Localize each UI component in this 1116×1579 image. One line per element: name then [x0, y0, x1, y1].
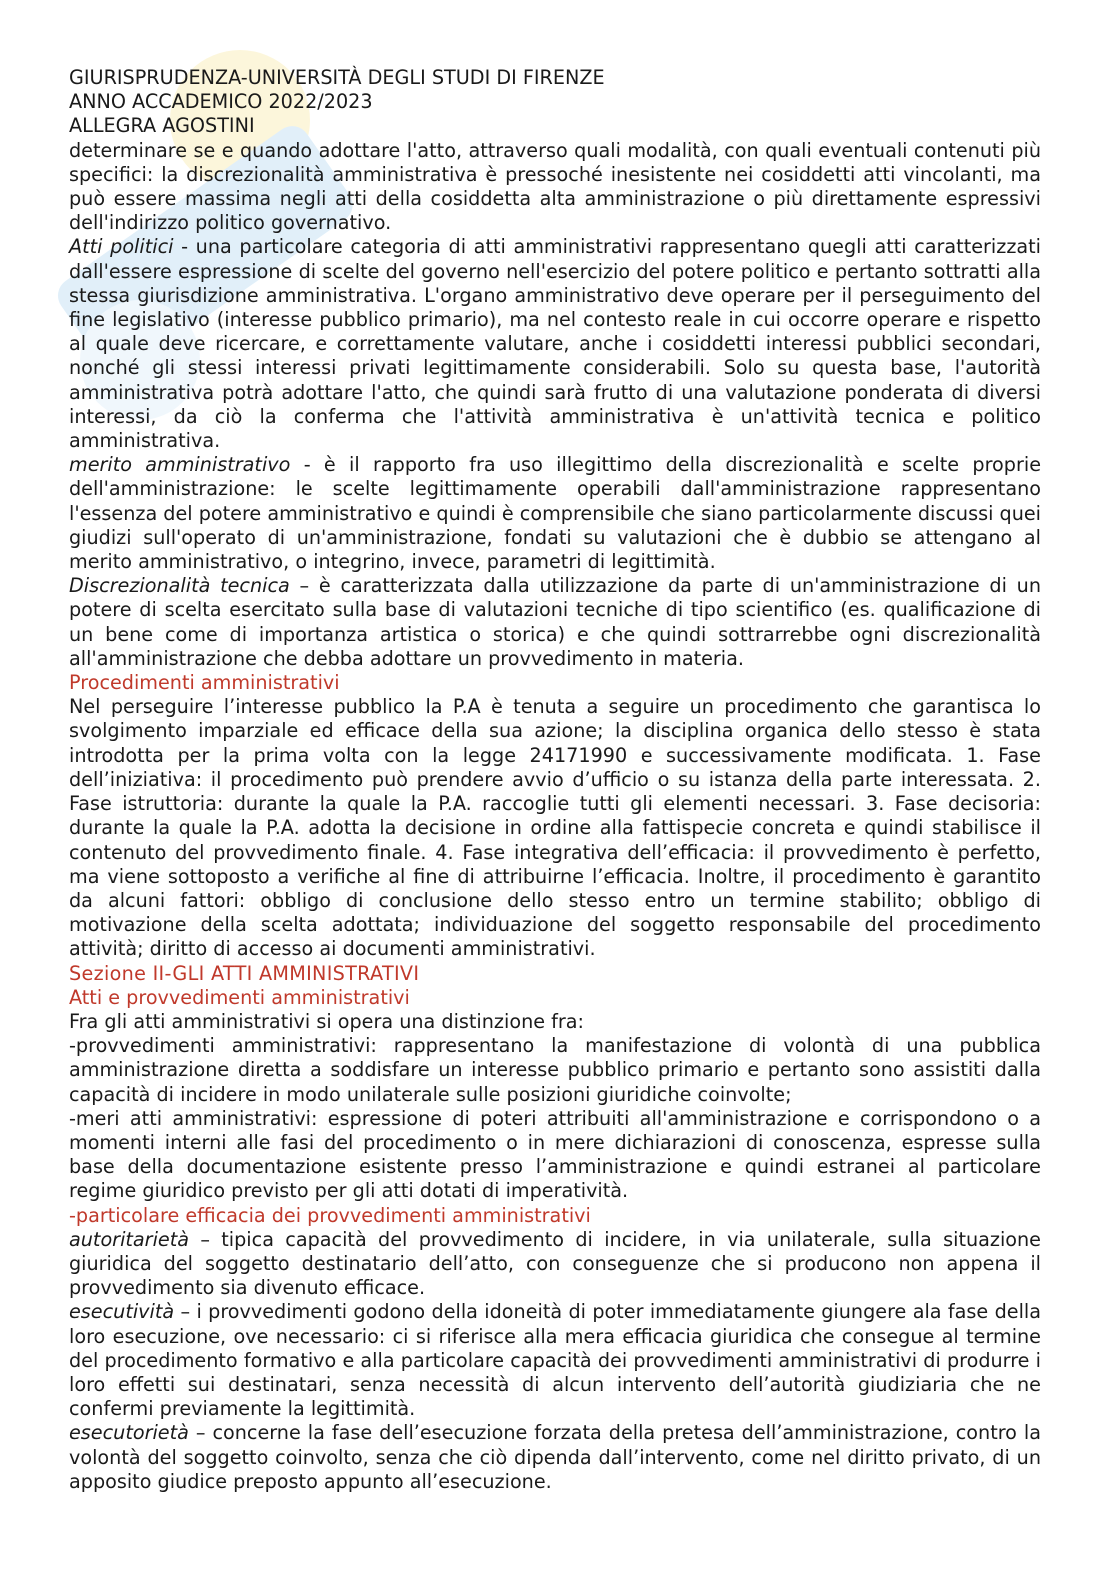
atti-politici-paragraph — [69, 235, 1041, 453]
esecutivita-paragraph — [69, 1300, 1041, 1421]
discrezionalita-paragraph — [69, 574, 1041, 671]
atti-intro: Fra gli atti amministrativi si opera una distinzione fra: — [69, 1009, 584, 1033]
esecutorieta-paragraph — [69, 1421, 1041, 1494]
atti-politici-text: - una particolare categoria di atti amministrativi rappresentano quegli atti caratterizzati dall'essere espressione di scelte del governo nell'esercizio del potere politico e pertanto sottratti alla stessa giurisdizione amministrativa. L'organo amministrativo deve operare per il perseguimento del fine legislativo (interesse pubblico primario), ma nel contesto reale in cui occorre operare e rispetto al quale deve ricercare, e correttamente valutare, anche i cosiddetti interessi pubblici secondari, nonché gli stessi interessi privati legittimamente considerabili. Solo su questa base, l'autorità amministrativa potrà adottare l'atto, che quindi sarà frutto di una valutazione ponderata di diversi interessi, da ciò la conferma che l'attività amministrativa è un'attività tecnica e politico amministrativa. — [69, 235, 1042, 453]
efficacia-heading: -particolare efficacia dei provvedimenti amministrativi — [69, 1203, 591, 1227]
autoritarieta-text: – tipica capacità del provvedimento di incidere, in via unilaterale, sulla situazione giuridica del soggetto destinatario dell’atto, con conseguenze che si producono non appena il provvedimento sia divenuto efficace. — [69, 1227, 1041, 1300]
meri-atti-paragraph: -meri atti amministrativi: espressione di poteri attribuiti all'amministrazione e corrispondono o a momenti interni alle fasi del procedimento o in mere dichiarazioni di conoscenza, espresse sulla base della documentazione esistente presso l’amministrazione e quindi estranei al particolare regime giuridico previsto per gli atti dotati di imperatività. — [69, 1106, 1041, 1203]
autoritarieta-paragraph — [69, 1228, 1041, 1301]
academic-year-line: ANNO ACCADEMICO 2022/2023 — [69, 90, 373, 114]
university-line: GIURISPRUDENZA-UNIVERSITÀ DEGLI STUDI DI FIRENZE — [69, 66, 605, 89]
discrezionalita-term: Discrezionalità tecnica — [69, 574, 290, 598]
esecutorieta-term: esecutorietà — [69, 1421, 189, 1445]
atti-heading: Atti e provvedimenti amministrativi — [69, 985, 410, 1009]
document-page — [69, 66, 1041, 1494]
esecutivita-term: esecutività — [69, 1300, 175, 1324]
atti-politici-term: Atti politici — [69, 235, 174, 259]
esecutorieta-text: – concerne la fase dell’esecuzione forzata della pretesa dell’amministrazione, contro la volontà del soggetto coinvolto, senza che ciò dipenda dall’intervento, come nel diritto privato, di un apposito giudice preposto appunto all’esecuzione. — [69, 1421, 1041, 1493]
provvedimenti-paragraph: -provvedimenti amministrativi: rappresentano la manifestazione di volontà di una pubblica amministrazione diretta a soddisfare un interesse pubblico primario e pertanto sono assistiti dalla capacità di incidere in modo unilaterale sulle posizioni giuridiche coinvolte; — [69, 1034, 1041, 1106]
procedimenti-paragraph: Nel perseguire l’interesse pubblico la P.A è tenuta a seguire un procedimento che garantisca lo svolgimento imparziale ed efficace della sua azione; la disciplina organica dello stesso è stata introdotta per la prima volta con la legge 24171990 e successivamente modificata. 1. Fase dell’iniziativa: il procedimento può prendere avvio d’ufficio o su istanza della parte interessata. 2. Fase istruttoria: durante la quale la P.A. raccoglie tutti gli elementi necessari. 3. Fase decisoria: durante la quale la P.A. adotta la decisione in ordine alla fattispecie concreta e quindi stabilisce il contenuto del provvedimento finale. 4. Fase integrativa dell’efficacia: il provvedimento è perfetto, ma viene sottoposto a verifiche al fine di attribuirne l’efficacia. Inoltre, il procedimento è garantito da alcuni fattori: obbligo di conclusione dello stesso entro un termine stabilito; obbligo di motivazione della scelta adottata; individuazione del soggetto responsabile del procedimento attività; diritto di accesso ai documenti amministrativi. — [69, 695, 1041, 961]
procedimenti-heading: Procedimenti amministrativi — [69, 671, 340, 695]
sezione-heading: Sezione II-GLI ATTI AMMINISTRATIVI — [69, 961, 420, 985]
merito-text: - è il rapporto fra uso illegittimo della discrezionalità e scelte proprie dell'amministrazione: le scelte legittimamente operabili dall'amministrazione rappresentano l'essenza del potere amministrativo e quindi è comprensibile che siano particolarmente discussi quei giudizi sull'operato di un'amministrazione, fondati su valutazioni che è dubbio se attengano al merito amministrativo, o integrino, invece, parametri di legittimità. — [69, 453, 1042, 574]
intro-paragraph: determinare se e quando adottare l'atto, attraverso quali modalità, con quali eventuali contenuti più specifici: la discrezionalità amministrativa è pressoché inesistente nei cosiddetti atti vincolanti, ma può essere massima negli atti della cosiddetta alta amministrazione o più direttamente espressivi dell'indirizzo politico governativo. — [69, 138, 1041, 235]
merito-term: merito amministrativo — [69, 453, 291, 477]
document-header — [69, 66, 1041, 139]
autoritarieta-term: autoritarietà — [69, 1227, 189, 1251]
author-line: ALLEGRA AGOSTINI — [69, 114, 255, 138]
esecutivita-text: – i provvedimenti godono della idoneità di poter immediatamente giungere ala fase della loro esecuzione, ove necessario: ci si riferisce alla mera efficacia giuridica che consegue al termine del procedimento formativo e alla particolare capacità dei provvedimenti amministrativi di produrre i loro effetti sui destinatari, senza necessità di alcun intervento dell’autorità giudiziaria che ne confermi previamente la legittimità. — [69, 1300, 1041, 1421]
merito-paragraph — [69, 453, 1041, 574]
discrezionalita-text: – è caratterizzata dalla utilizzazione da parte di un'amministrazione di un potere di scelta esercitato sulla base di valutazioni tecniche di tipo scientifico (es. qualificazione di un bene come di importanza artistica o storica) e che quindi sottrarrebbe ogni discrezionalità all'amministrazione che debba adottare un provvedimento in materia. — [69, 574, 1041, 670]
